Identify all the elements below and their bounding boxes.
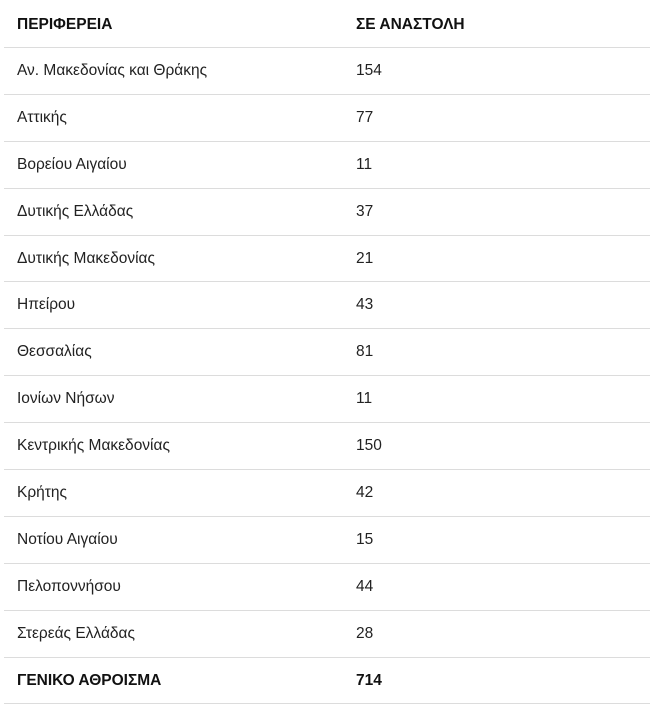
- suspended-count-cell: 81: [356, 343, 374, 361]
- table-row: [4, 564, 650, 611]
- table-row: [4, 376, 650, 423]
- suspended-count-cell: 11: [356, 155, 373, 173]
- suspended-count-cell: 37: [356, 202, 374, 220]
- region-cell: Πελοποννήσου: [17, 577, 121, 595]
- region-cell: Κρήτης: [17, 483, 67, 501]
- total-row: [4, 658, 650, 705]
- total-value: 714: [356, 671, 382, 689]
- region-cell: Αν. Μακεδονίας και Θράκης: [17, 61, 208, 79]
- table-row: [4, 517, 650, 564]
- total-label: ΓΕΝΙΚΟ ΑΘΡΟΙΣΜΑ: [17, 671, 162, 689]
- suspended-count-cell: 15: [356, 530, 374, 548]
- table-row: [4, 329, 650, 376]
- table-row: [4, 142, 650, 189]
- region-cell: Ιονίων Νήσων: [17, 390, 115, 408]
- region-cell: Κεντρικής Μακεδονίας: [17, 437, 170, 455]
- column-header-suspended: ΣΕ ΑΝΑΣΤΟΛΗ: [356, 15, 465, 33]
- table-row: [4, 282, 650, 329]
- table-header-row: [4, 2, 650, 48]
- table-row: [4, 611, 650, 658]
- table-row: [4, 423, 650, 470]
- table-row: [4, 470, 650, 517]
- region-cell: Θεσσαλίας: [17, 343, 92, 361]
- suspended-count-cell: 43: [356, 296, 374, 314]
- suspended-count-cell: 44: [356, 577, 374, 595]
- suspended-count-cell: 150: [356, 437, 382, 455]
- table-row: [4, 236, 650, 283]
- region-cell: Δυτικής Ελλάδας: [17, 202, 134, 220]
- table-row: [4, 48, 650, 95]
- region-cell: Στερεάς Ελλάδας: [17, 624, 135, 642]
- suspended-count-cell: 42: [356, 483, 374, 501]
- column-header-region: ΠΕΡΙΦΕΡΕΙΑ: [17, 15, 113, 33]
- region-cell: Ηπείρου: [17, 296, 76, 314]
- region-cell: Αττικής: [17, 108, 67, 126]
- region-cell: Νοτίου Αιγαίου: [17, 530, 118, 548]
- table-row: [4, 189, 650, 236]
- region-cell: Δυτικής Μακεδονίας: [17, 249, 155, 267]
- table-row: [4, 95, 650, 142]
- suspended-count-cell: 11: [356, 390, 373, 408]
- suspended-count-cell: 77: [356, 108, 374, 126]
- suspended-count-cell: 21: [356, 249, 374, 267]
- suspended-count-cell: 28: [356, 624, 374, 642]
- region-cell: Βορείου Αιγαίου: [17, 155, 127, 173]
- suspension-table: [4, 2, 650, 704]
- suspended-count-cell: 154: [356, 61, 382, 79]
